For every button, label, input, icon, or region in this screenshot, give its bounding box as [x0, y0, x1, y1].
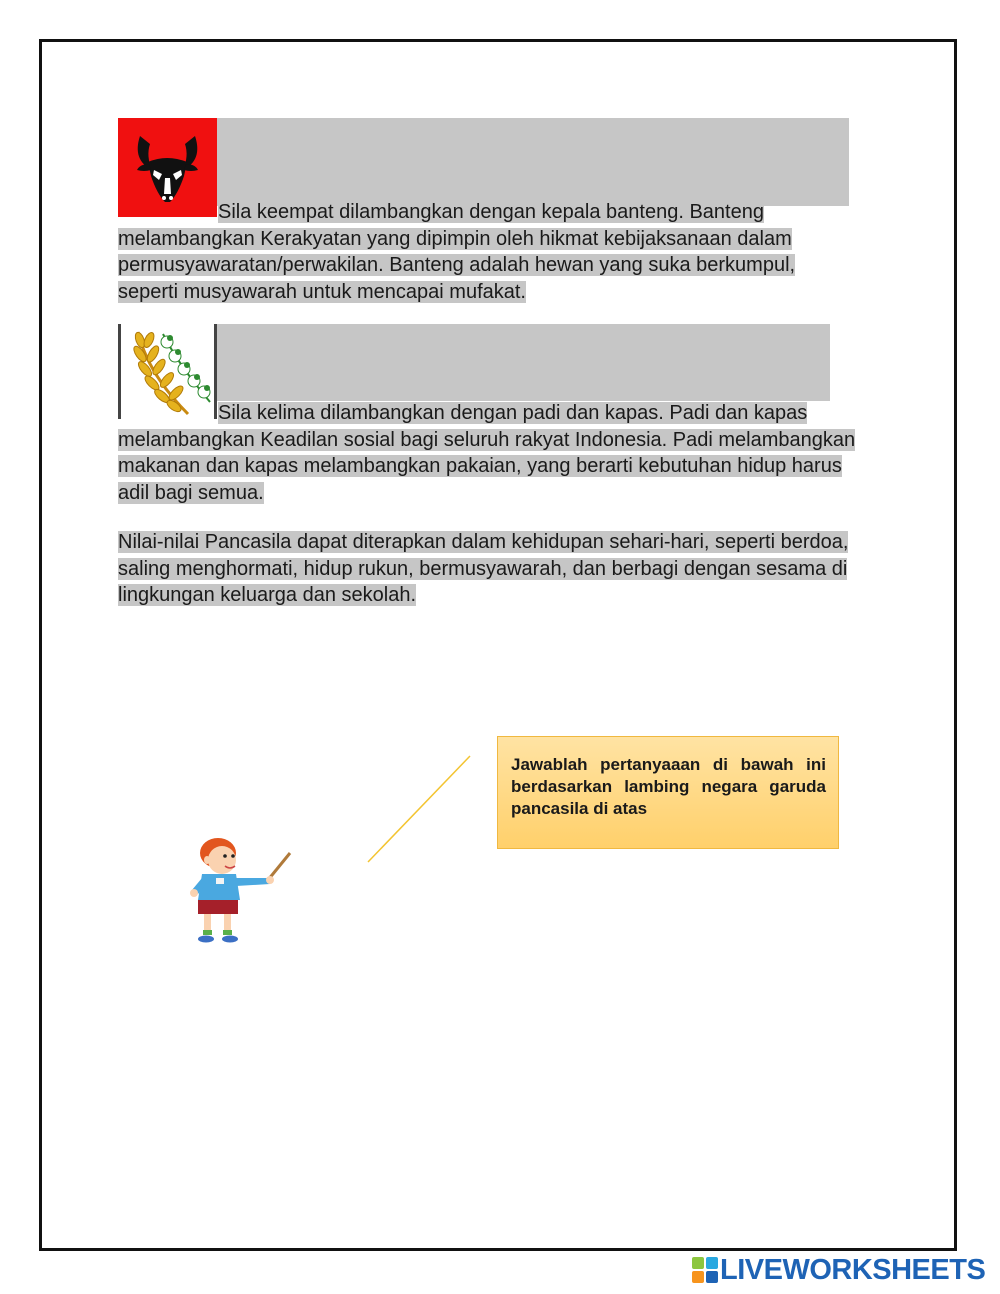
- boy-teacher-illustration: [118, 750, 478, 950]
- instruction-text: Jawablah pertanyaaan di bawah ini berdasarkan lambing negara garuda pancasila di atas: [511, 755, 826, 818]
- liveworksheets-logo: [692, 1252, 985, 1288]
- sila5-header-band: [217, 324, 830, 401]
- sila5-text: Sila kelima dilambangkan dengan padi dan kapas. Padi dan kapas melambangkan Keadilan sosial bagi seluruh rakyat Indonesia. Padi melambangkan makanan dan kapas melambangkan pakaian, yang berarti kebutuhan hidup harus adil bagi semua.: [118, 402, 856, 504]
- instruction-callout: [497, 736, 839, 849]
- sila4-header-band: [217, 118, 849, 206]
- sila4-paragraph: [118, 199, 858, 305]
- sila5-paragraph: [118, 400, 878, 506]
- liveworksheets-logo-icon: [692, 1257, 718, 1283]
- logo-text: LIVEWORKSHEETS: [720, 1253, 986, 1286]
- summary-text: Nilai-nilai Pancasila dapat diterapkan dalam kehidupan sehari-hari, seperti berdoa, saling menghormati, hidup rukun, bermusyawarah, dan berbagi dengan sesama di lingkungan keluarga dan sekolah.: [118, 531, 849, 606]
- summary-paragraph: [118, 529, 878, 609]
- sila4-text: Sila keempat dilambangkan dengan kepala banteng. Banteng melambangkan Kerakyatan yang dipimpin oleh hikmat kebijaksanaan dalam permusyawaratan/perwakilan. Banteng adalah hewan yang suka berkumpul, seperti musyawarah untuk mencapai mufakat.: [118, 201, 796, 303]
